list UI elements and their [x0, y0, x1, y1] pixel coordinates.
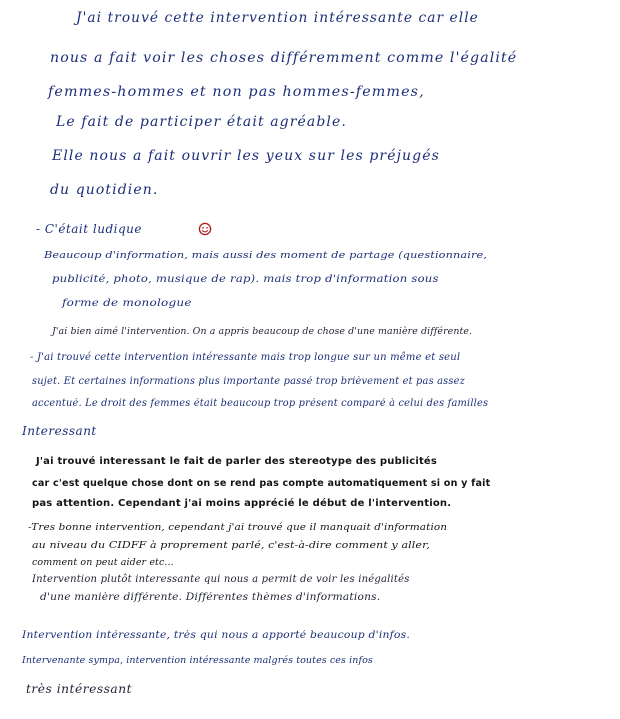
comment-line: au niveau du CIDFF à proprement parlé, c'est-à-dire comment y aller, — [32, 540, 430, 551]
comment-line: nous a fait voir les choses différemment comme l'égalité — [50, 50, 518, 66]
comment-line: Intervention intéressante, très qui nous a apporté beaucoup d'infos. — [22, 630, 411, 641]
comment-line: du quotidien. — [50, 182, 159, 198]
comment-line: Le fait de participer était agréable. — [56, 114, 347, 130]
comment-line: d'une manière différente. Différentes thèmes d'informations. — [40, 592, 381, 603]
comment-line: J'ai trouvé interessant le fait de parler des stereotype des publicités — [36, 456, 438, 467]
comment-line: - J'ai trouvé cette intervention intéressante mais trop longue sur un même et seul — [30, 352, 461, 363]
comment-line: Elle nous a fait ouvrir les yeux sur les préjugés — [52, 148, 440, 164]
comment-line: Intervention plutôt interessante qui nous a permit de voir les inégalités — [32, 574, 410, 585]
comment-line: - C'était ludique — [36, 222, 142, 236]
comment-line: Beaucoup d'information, mais aussi des moment de partage (questionnaire, — [44, 250, 488, 261]
comment-line: car c'est quelque chose dont on se rend pas compte automatiquement si on y fait — [32, 478, 491, 489]
comment-line: très intéressant — [26, 682, 133, 696]
comment-line: J'ai trouvé cette intervention intéressante car elle — [76, 10, 479, 26]
comment-line: Intervenante sympa, intervention intéressante malgrés toutes ces infos — [22, 655, 373, 666]
comment-line: publicité, photo, musique de rap). mais trop d'information sous — [52, 274, 439, 285]
comment-line: femmes-hommes et non pas hommes-femmes, — [48, 84, 425, 100]
comment-line: sujet. Et certaines informations plus importante passé trop brièvement et pas assez — [32, 376, 465, 387]
comment-line: comment on peut aider etc... — [32, 557, 174, 568]
comment-line: accentué. Le droit des femmes était beaucoup trop présent comparé à celui des familles — [32, 398, 489, 409]
comment-line: forme de monologue — [62, 298, 192, 309]
comment-line: -Tres bonne intervention, cependant j'ai trouvé que il manquait d'information — [28, 522, 448, 533]
comment-line: J'ai bien aimé l'intervention. On a appris beaucoup de chose d'une manière différente. — [52, 326, 473, 337]
comment-line: Interessant — [22, 424, 97, 438]
comment-line: pas attention. Cependant j'ai moins apprécié le début de l'intervention. — [32, 498, 452, 509]
